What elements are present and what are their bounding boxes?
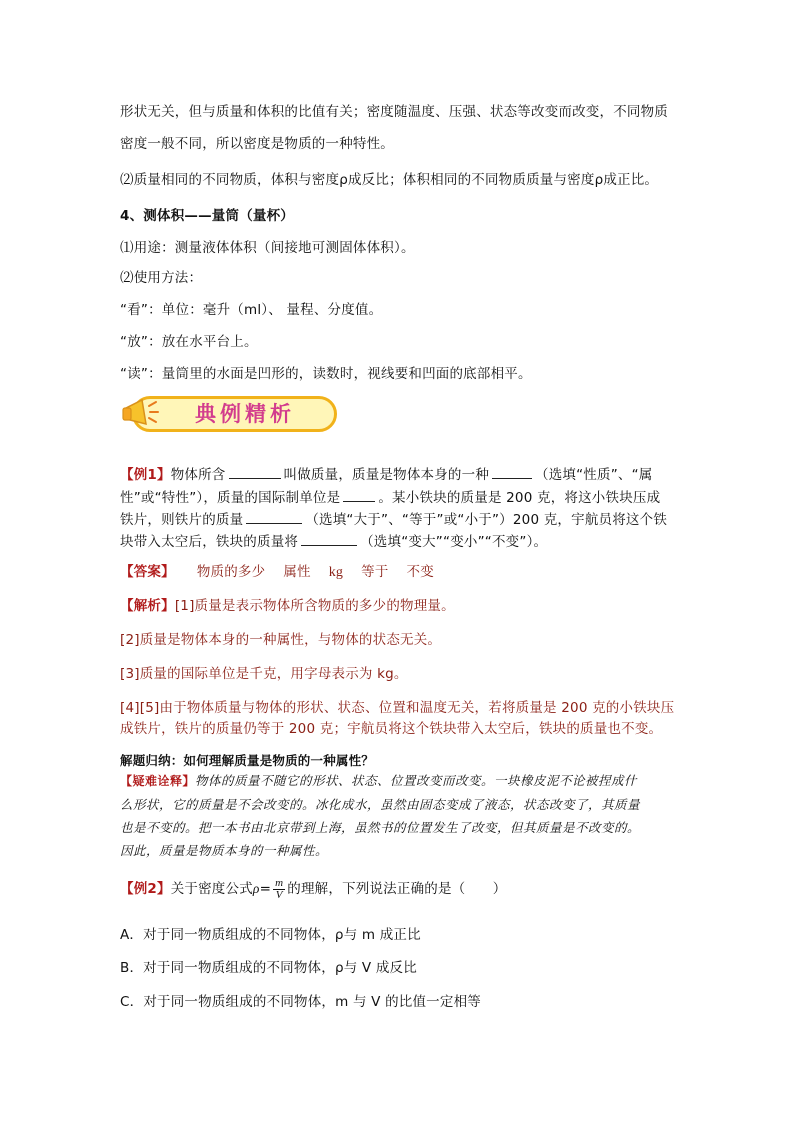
answer-tag: 【答案】 bbox=[120, 564, 175, 580]
answer-blank-2[interactable] bbox=[492, 464, 532, 479]
example2-tag: 【例2】 bbox=[120, 881, 171, 897]
look-line: “看”：单位：毫升（ml）、 量程、分度值。 bbox=[120, 302, 383, 318]
formula-numerator: m bbox=[275, 876, 284, 889]
analysis-line-3: [3]质量的国际单位是千克，用字母表示为 kg。 bbox=[120, 666, 408, 682]
answer-item: 等于 bbox=[361, 564, 389, 580]
example1-line-4 bbox=[120, 531, 547, 552]
answer-blank-4[interactable] bbox=[246, 509, 302, 524]
section-heading: 4、测体积——量筒（量杯） bbox=[120, 208, 294, 224]
example2-stem-a: 关于密度公式 bbox=[170, 881, 253, 897]
option-c: C．对于同一物质组成的不同物体，m 与 V 的比值一定相等 bbox=[120, 994, 481, 1010]
option-a: A．对于同一物质组成的不同物体，ρ与 m 成正比 bbox=[120, 927, 421, 943]
method-line: ⑵使用方法： bbox=[120, 270, 203, 286]
intro-line-2: 密度一般不同，所以密度是物质的一种特性。 bbox=[120, 136, 394, 152]
example1-line-3 bbox=[120, 509, 667, 530]
example1-q1c: （选填“性质”、“属 bbox=[535, 467, 653, 483]
example1-q4b: （选填“变大”“变小”“不变”）。 bbox=[360, 534, 548, 550]
answer-item: kg bbox=[328, 565, 344, 580]
answer-blank-5[interactable] bbox=[301, 531, 357, 546]
tip-line-4: 因此，质量是物质本身的一种属性。 bbox=[120, 843, 329, 858]
tip-l1: 物体的质量不随它的形状、状态、位置改变而改变。一块橡皮泥不论被捏成什 bbox=[195, 773, 638, 788]
answer-blank-1[interactable] bbox=[229, 464, 281, 479]
banner-title: 典例精析 bbox=[195, 401, 295, 426]
tip-tag: 【疑难诠释】 bbox=[120, 774, 196, 788]
density-formula-fraction bbox=[273, 878, 285, 901]
example-banner bbox=[120, 392, 342, 438]
example1-line-2 bbox=[120, 487, 660, 508]
formula-eq: = bbox=[259, 881, 272, 897]
answer-line bbox=[120, 562, 452, 583]
example1-q4a: 块带入太空后，铁块的质量将 bbox=[120, 534, 299, 550]
example1-line-1 bbox=[120, 464, 653, 485]
analysis-line-4: [4][5]由于物体质量与物体的形状、状态、位置和温度无关，若将质量是 200 克的小铁块压 bbox=[120, 700, 675, 716]
answer-item: 不变 bbox=[406, 564, 434, 580]
formula-rho: ρ bbox=[252, 881, 260, 896]
example1-q2b: 。某小铁块的质量是 200 克，将这小铁块压成 bbox=[378, 490, 661, 506]
tip-line-1 bbox=[120, 771, 637, 791]
tip-line-2: 么形状，它的质量是不会改变的。冰化成水，虽然由固态变成了液态，状态改变了，其质量 bbox=[120, 797, 641, 812]
intro-line-3: ⑵质量相同的不同物质，体积与密度ρ成反比；体积相同的不同物质质量与密度ρ成正比。 bbox=[120, 172, 659, 188]
intro-line-1: 形状无关，但与质量和体积的比值有关；密度随温度、压强、状态等改变而改变，不同物质 bbox=[120, 104, 668, 120]
analysis-p1: [1]质量是表示物体所含物质的多少的物理量。 bbox=[174, 598, 455, 614]
example1-q3b: （选填“大于”、“等于”或“小于”）200 克，宇航员将这个铁 bbox=[305, 512, 668, 528]
example1-tag: 【例1】 bbox=[120, 467, 171, 483]
answer-item: 属性 bbox=[283, 564, 311, 580]
answer-item: 物质的多少 bbox=[196, 564, 266, 580]
option-b: B．对于同一物质组成的不同物体，ρ与 V 成反比 bbox=[120, 960, 417, 976]
formula-denominator: V bbox=[275, 888, 283, 901]
answer-blank-3[interactable] bbox=[343, 487, 375, 502]
analysis-line-1 bbox=[120, 596, 455, 616]
example1-q1b: 叫做质量，质量是物体本身的一种 bbox=[283, 467, 490, 483]
example1-q3a: 铁片，则铁片的质量 bbox=[120, 512, 244, 528]
analysis-line-2: [2]质量是物体本身的一种属性，与物体的状态无关。 bbox=[120, 632, 442, 648]
tip-line-3: 也是不变的。把一本书由北京带到上海，虽然书的位置发生了改变，但其质量是不改变的。 bbox=[120, 820, 641, 835]
place-line: “放”：放在水平台上。 bbox=[120, 334, 258, 350]
analysis-tag: 【解析】 bbox=[120, 598, 175, 614]
example1-q2a: 性”或“特性”），质量的国际制单位是 bbox=[120, 490, 341, 506]
tip-heading: 解题归纳：如何理解质量是物质的一种属性？ bbox=[120, 753, 375, 768]
analysis-line-5: 成铁片，铁片的质量仍等于 200 克；宇航员将这个铁块带入太空后，铁块的质量也不变。 bbox=[120, 721, 663, 737]
use-line: ⑴用途：测量液体体积（间接地可测固体体积）。 bbox=[120, 240, 415, 256]
example1-q1a: 物体所含 bbox=[170, 467, 226, 483]
read-line: “读”：量筒里的水面是凹形的，读数时，视线要和凹面的底部相平。 bbox=[120, 366, 532, 382]
horn-icon bbox=[120, 394, 164, 434]
example2-stem-b: 的理解，下列说法正确的是（ ） bbox=[287, 881, 507, 897]
example2-stem bbox=[120, 876, 506, 902]
